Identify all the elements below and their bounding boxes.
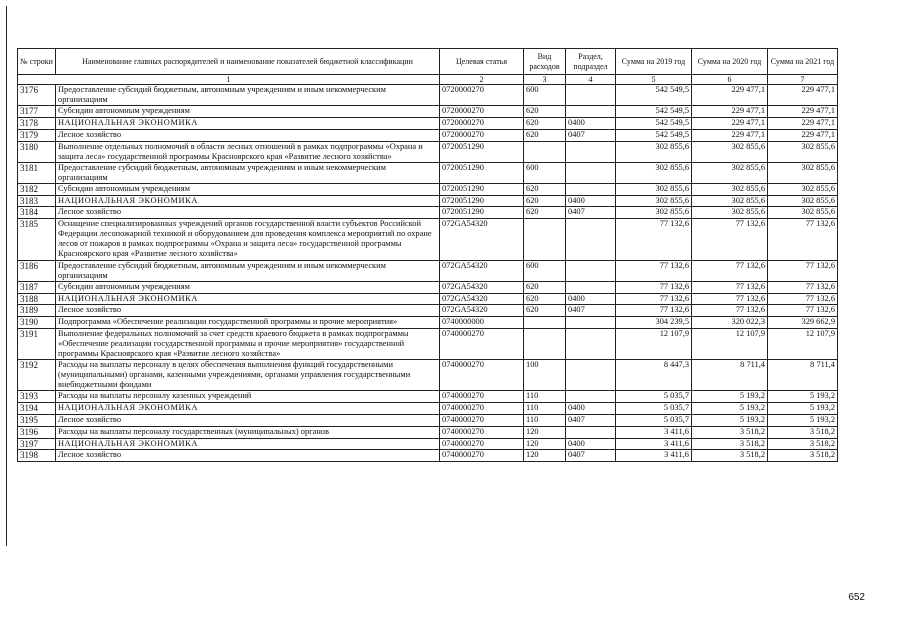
row-target-article: 0720051290 bbox=[440, 162, 524, 183]
table-row bbox=[18, 207, 838, 219]
budget-table bbox=[17, 48, 838, 462]
row-sum-2021: 229 477,1 bbox=[768, 117, 838, 129]
row-sum-2020: 229 477,1 bbox=[692, 85, 768, 106]
page-number: 652 bbox=[848, 592, 865, 603]
row-target-article: 0720051290 bbox=[440, 141, 524, 162]
row-expense-type bbox=[524, 141, 566, 162]
table-row bbox=[18, 328, 838, 359]
row-sum-2019: 304 239,5 bbox=[616, 317, 692, 329]
row-sum-2020: 5 193,2 bbox=[692, 391, 768, 403]
row-section bbox=[566, 328, 616, 359]
row-section bbox=[566, 281, 616, 293]
row-section bbox=[566, 141, 616, 162]
row-name: Оснащение специализированных учреждений органов государственной власти субъектов Российской Федерации лесопожарной техникой и оборудованием для проведения комплекса мероприятий по охране лесов от пожаров в рамках подпрограммы «Охрана и защита леса» государственной программы Красноярского края «Развитие лесного хозяйства» bbox=[56, 219, 440, 260]
row-sum-2021: 8 711,4 bbox=[768, 360, 838, 391]
row-sum-2019: 8 447,3 bbox=[616, 360, 692, 391]
row-section: 0400 bbox=[566, 293, 616, 305]
row-sum-2019: 77 132,6 bbox=[616, 293, 692, 305]
row-number: 3179 bbox=[18, 129, 56, 141]
row-sum-2020: 302 855,6 bbox=[692, 162, 768, 183]
table-row bbox=[18, 438, 838, 450]
row-sum-2019: 5 035,7 bbox=[616, 403, 692, 415]
row-sum-2020: 3 518,2 bbox=[692, 438, 768, 450]
row-sum-2019: 542 549,5 bbox=[616, 106, 692, 118]
row-sum-2021: 229 477,1 bbox=[768, 106, 838, 118]
row-sum-2021: 3 518,2 bbox=[768, 438, 838, 450]
column-number-4: 4 bbox=[566, 75, 616, 85]
row-name: НАЦИОНАЛЬНАЯ ЭКОНОМИКА bbox=[56, 293, 440, 305]
row-number: 3194 bbox=[18, 403, 56, 415]
row-sum-2019: 77 132,6 bbox=[616, 305, 692, 317]
row-number: 3197 bbox=[18, 438, 56, 450]
row-expense-type: 110 bbox=[524, 391, 566, 403]
header-sum-2021: Сумма на 2021 год bbox=[768, 49, 838, 75]
row-sum-2020: 229 477,1 bbox=[692, 117, 768, 129]
row-section: 0407 bbox=[566, 450, 616, 462]
column-number-3: 3 bbox=[524, 75, 566, 85]
row-section: 0407 bbox=[566, 414, 616, 426]
row-sum-2020: 77 132,6 bbox=[692, 260, 768, 281]
row-sum-2020: 302 855,6 bbox=[692, 141, 768, 162]
row-section bbox=[566, 162, 616, 183]
row-target-article: 0720051290 bbox=[440, 207, 524, 219]
table-row bbox=[18, 219, 838, 260]
row-sum-2020: 12 107,9 bbox=[692, 328, 768, 359]
row-name: Предоставление субсидий бюджетным, автономным учреждениям и иным некоммерческим организациям bbox=[56, 162, 440, 183]
row-expense-type: 120 bbox=[524, 438, 566, 450]
row-expense-type: 110 bbox=[524, 403, 566, 415]
row-sum-2019: 302 855,6 bbox=[616, 141, 692, 162]
row-expense-type: 110 bbox=[524, 414, 566, 426]
row-sum-2020: 77 132,6 bbox=[692, 293, 768, 305]
row-expense-type: 120 bbox=[524, 450, 566, 462]
row-section bbox=[566, 260, 616, 281]
row-sum-2019: 302 855,6 bbox=[616, 162, 692, 183]
row-expense-type: 120 bbox=[524, 426, 566, 438]
row-section bbox=[566, 183, 616, 195]
row-sum-2021: 3 518,2 bbox=[768, 450, 838, 462]
row-section bbox=[566, 391, 616, 403]
row-section: 0400 bbox=[566, 403, 616, 415]
row-expense-type: 620 bbox=[524, 293, 566, 305]
table-row bbox=[18, 260, 838, 281]
row-name: НАЦИОНАЛЬНАЯ ЭКОНОМИКА bbox=[56, 195, 440, 207]
row-name: Лесное хозяйство bbox=[56, 414, 440, 426]
table-row bbox=[18, 117, 838, 129]
row-sum-2021: 77 132,6 bbox=[768, 281, 838, 293]
table-row bbox=[18, 414, 838, 426]
row-sum-2019: 12 107,9 bbox=[616, 328, 692, 359]
row-name: Лесное хозяйство bbox=[56, 305, 440, 317]
row-number: 3193 bbox=[18, 391, 56, 403]
header-row-no: № строки bbox=[18, 49, 56, 75]
row-sum-2021: 302 855,6 bbox=[768, 195, 838, 207]
row-number: 3191 bbox=[18, 328, 56, 359]
row-name: Субсидии автономным учреждениям bbox=[56, 106, 440, 118]
row-sum-2019: 302 855,6 bbox=[616, 183, 692, 195]
row-sum-2021: 3 518,2 bbox=[768, 426, 838, 438]
row-name: НАЦИОНАЛЬНАЯ ЭКОНОМИКА bbox=[56, 438, 440, 450]
row-expense-type: 620 bbox=[524, 117, 566, 129]
row-sum-2020: 77 132,6 bbox=[692, 219, 768, 260]
row-sum-2021: 12 107,9 bbox=[768, 328, 838, 359]
row-section: 0400 bbox=[566, 117, 616, 129]
row-sum-2021: 77 132,6 bbox=[768, 260, 838, 281]
row-target-article: 0720051290 bbox=[440, 183, 524, 195]
row-target-article: 072GA54320 bbox=[440, 293, 524, 305]
row-sum-2019: 77 132,6 bbox=[616, 219, 692, 260]
row-section bbox=[566, 85, 616, 106]
row-target-article: 0740000270 bbox=[440, 438, 524, 450]
table-row bbox=[18, 106, 838, 118]
row-target-article: 0740000270 bbox=[440, 391, 524, 403]
column-number-7: 7 bbox=[768, 75, 838, 85]
row-target-article: 0720051290 bbox=[440, 195, 524, 207]
row-sum-2019: 3 411,6 bbox=[616, 426, 692, 438]
row-target-article: 0740000270 bbox=[440, 414, 524, 426]
row-expense-type: 620 bbox=[524, 305, 566, 317]
row-number: 3187 bbox=[18, 281, 56, 293]
row-sum-2021: 5 193,2 bbox=[768, 403, 838, 415]
row-sum-2020: 3 518,2 bbox=[692, 426, 768, 438]
row-sum-2019: 542 549,5 bbox=[616, 117, 692, 129]
row-sum-2020: 5 193,2 bbox=[692, 414, 768, 426]
header-target-article: Целевая статья bbox=[440, 49, 524, 75]
row-target-article: 0720000270 bbox=[440, 106, 524, 118]
table-row bbox=[18, 305, 838, 317]
row-target-article: 0740000000 bbox=[440, 317, 524, 329]
row-target-article: 0720000270 bbox=[440, 129, 524, 141]
row-sum-2019: 542 549,5 bbox=[616, 85, 692, 106]
row-expense-type: 600 bbox=[524, 162, 566, 183]
row-number: 3177 bbox=[18, 106, 56, 118]
row-target-article: 0720000270 bbox=[440, 85, 524, 106]
table-row bbox=[18, 391, 838, 403]
row-number: 3188 bbox=[18, 293, 56, 305]
table-row bbox=[18, 85, 838, 106]
row-target-article: 072GA54320 bbox=[440, 260, 524, 281]
row-number: 3185 bbox=[18, 219, 56, 260]
row-expense-type: 620 bbox=[524, 106, 566, 118]
row-expense-type: 620 bbox=[524, 129, 566, 141]
row-target-article: 0740000270 bbox=[440, 426, 524, 438]
row-sum-2021: 302 855,6 bbox=[768, 183, 838, 195]
row-sum-2020: 77 132,6 bbox=[692, 281, 768, 293]
row-name: Расходы на выплаты персоналу в целях обеспечения выполнения функций государственными (муниципальными) органами, казенными учреждениями, органами управления государственными внебюджетными фондами bbox=[56, 360, 440, 391]
row-expense-type: 620 bbox=[524, 183, 566, 195]
row-section bbox=[566, 106, 616, 118]
row-sum-2021: 5 193,2 bbox=[768, 414, 838, 426]
row-sum-2019: 77 132,6 bbox=[616, 260, 692, 281]
row-number: 3189 bbox=[18, 305, 56, 317]
row-sum-2021: 302 855,6 bbox=[768, 207, 838, 219]
row-sum-2021: 77 132,6 bbox=[768, 219, 838, 260]
table-header-row bbox=[18, 49, 838, 75]
row-section bbox=[566, 219, 616, 260]
row-expense-type: 620 bbox=[524, 195, 566, 207]
row-name: Лесное хозяйство bbox=[56, 207, 440, 219]
row-name: Предоставление субсидий бюджетным, автономным учреждениям и иным некоммерческим организациям bbox=[56, 260, 440, 281]
row-name: Лесное хозяйство bbox=[56, 450, 440, 462]
row-number: 3183 bbox=[18, 195, 56, 207]
row-number: 3180 bbox=[18, 141, 56, 162]
row-sum-2019: 542 549,5 bbox=[616, 129, 692, 141]
row-section: 0407 bbox=[566, 129, 616, 141]
page-left-edge-line bbox=[6, 6, 7, 546]
row-name: Подпрограмма «Обеспечение реализации государственной программы и прочие мероприятия» bbox=[56, 317, 440, 329]
row-target-article: 0740000270 bbox=[440, 360, 524, 391]
row-sum-2021: 302 855,6 bbox=[768, 162, 838, 183]
row-number: 3176 bbox=[18, 85, 56, 106]
row-sum-2019: 5 035,7 bbox=[616, 414, 692, 426]
header-name: Наименование главных распорядителей и наименование показателей бюджетной классификации bbox=[56, 49, 440, 75]
table-row bbox=[18, 293, 838, 305]
table-row bbox=[18, 281, 838, 293]
row-sum-2021: 229 477,1 bbox=[768, 85, 838, 106]
row-sum-2020: 302 855,6 bbox=[692, 183, 768, 195]
row-sum-2021: 77 132,6 bbox=[768, 293, 838, 305]
row-section: 0407 bbox=[566, 305, 616, 317]
table-row bbox=[18, 317, 838, 329]
row-sum-2020: 8 711,4 bbox=[692, 360, 768, 391]
row-sum-2020: 229 477,1 bbox=[692, 129, 768, 141]
row-expense-type bbox=[524, 317, 566, 329]
column-number-5: 5 bbox=[616, 75, 692, 85]
row-section bbox=[566, 317, 616, 329]
row-sum-2021: 77 132,6 bbox=[768, 305, 838, 317]
table-row bbox=[18, 450, 838, 462]
row-sum-2020: 3 518,2 bbox=[692, 450, 768, 462]
table-row bbox=[18, 162, 838, 183]
table-row bbox=[18, 426, 838, 438]
row-sum-2020: 77 132,6 bbox=[692, 305, 768, 317]
table-row bbox=[18, 129, 838, 141]
row-number: 3190 bbox=[18, 317, 56, 329]
row-sum-2021: 302 855,6 bbox=[768, 141, 838, 162]
row-number: 3195 bbox=[18, 414, 56, 426]
row-target-article: 0740000270 bbox=[440, 450, 524, 462]
row-target-article: 072GA54320 bbox=[440, 281, 524, 293]
row-sum-2020: 5 193,2 bbox=[692, 403, 768, 415]
row-section: 0407 bbox=[566, 207, 616, 219]
row-name: Предоставление субсидий бюджетным, автономным учреждениям и иным некоммерческим организациям bbox=[56, 85, 440, 106]
row-number: 3182 bbox=[18, 183, 56, 195]
row-number: 3186 bbox=[18, 260, 56, 281]
row-name: Лесное хозяйство bbox=[56, 129, 440, 141]
row-number: 3198 bbox=[18, 450, 56, 462]
row-name: НАЦИОНАЛЬНАЯ ЭКОНОМИКА bbox=[56, 403, 440, 415]
row-sum-2020: 229 477,1 bbox=[692, 106, 768, 118]
row-expense-type: 600 bbox=[524, 85, 566, 106]
row-sum-2019: 302 855,6 bbox=[616, 207, 692, 219]
row-expense-type: 100 bbox=[524, 360, 566, 391]
row-sum-2021: 329 662,9 bbox=[768, 317, 838, 329]
column-number-2: 2 bbox=[440, 75, 524, 85]
table-row bbox=[18, 141, 838, 162]
row-sum-2019: 77 132,6 bbox=[616, 281, 692, 293]
row-name: Расходы на выплаты персоналу государственных (муниципальных) органов bbox=[56, 426, 440, 438]
row-target-article: 0720000270 bbox=[440, 117, 524, 129]
row-target-article: 0740000270 bbox=[440, 403, 524, 415]
row-expense-type: 620 bbox=[524, 281, 566, 293]
row-name: НАЦИОНАЛЬНАЯ ЭКОНОМИКА bbox=[56, 117, 440, 129]
row-sum-2020: 302 855,6 bbox=[692, 195, 768, 207]
row-section bbox=[566, 360, 616, 391]
row-sum-2019: 5 035,7 bbox=[616, 391, 692, 403]
row-sum-2019: 3 411,6 bbox=[616, 450, 692, 462]
table-row bbox=[18, 360, 838, 391]
header-section: Раздел, подраздел bbox=[566, 49, 616, 75]
row-name: Выполнение федеральных полномочий за счет средств краевого бюджета в рамках подпрограммы «Обеспечение реализации государственной программы и прочие мероприятия» государственной программы Красноярского края «Развитие лесного хозяйства» bbox=[56, 328, 440, 359]
row-expense-type: 600 bbox=[524, 260, 566, 281]
row-sum-2021: 5 193,2 bbox=[768, 391, 838, 403]
row-name: Выполнение отдельных полномочий в области лесных отношений в рамках подпрограммы «Охрана и защита леса» государственной программы Красноярского края «Развитие лесного хозяйства» bbox=[56, 141, 440, 162]
row-target-article: 072GA54320 bbox=[440, 219, 524, 260]
table-body bbox=[18, 85, 838, 462]
header-sum-2019: Сумма на 2019 год bbox=[616, 49, 692, 75]
row-sum-2019: 3 411,6 bbox=[616, 438, 692, 450]
column-number-6: 6 bbox=[692, 75, 768, 85]
row-target-article: 0740000270 bbox=[440, 328, 524, 359]
row-number: 3196 bbox=[18, 426, 56, 438]
row-number: 3192 bbox=[18, 360, 56, 391]
row-sum-2021: 229 477,1 bbox=[768, 129, 838, 141]
table-row bbox=[18, 403, 838, 415]
row-sum-2019: 302 855,6 bbox=[616, 195, 692, 207]
row-expense-type bbox=[524, 328, 566, 359]
column-number-1: 1 bbox=[18, 75, 440, 85]
row-sum-2020: 302 855,6 bbox=[692, 207, 768, 219]
header-expense-type: Вид расходов bbox=[524, 49, 566, 75]
row-target-article: 072GA54320 bbox=[440, 305, 524, 317]
row-name: Субсидии автономным учреждениям bbox=[56, 281, 440, 293]
row-expense-type: 620 bbox=[524, 207, 566, 219]
row-number: 3181 bbox=[18, 162, 56, 183]
row-section: 0400 bbox=[566, 438, 616, 450]
row-name: Субсидии автономным учреждениям bbox=[56, 183, 440, 195]
row-sum-2020: 320 022,3 bbox=[692, 317, 768, 329]
row-number: 3178 bbox=[18, 117, 56, 129]
row-expense-type bbox=[524, 219, 566, 260]
column-number-row bbox=[18, 75, 838, 85]
row-number: 3184 bbox=[18, 207, 56, 219]
row-section: 0400 bbox=[566, 195, 616, 207]
table-row bbox=[18, 183, 838, 195]
row-name: Расходы на выплаты персоналу казенных учреждений bbox=[56, 391, 440, 403]
table-row bbox=[18, 195, 838, 207]
row-section bbox=[566, 426, 616, 438]
header-sum-2020: Сумма на 2020 год bbox=[692, 49, 768, 75]
